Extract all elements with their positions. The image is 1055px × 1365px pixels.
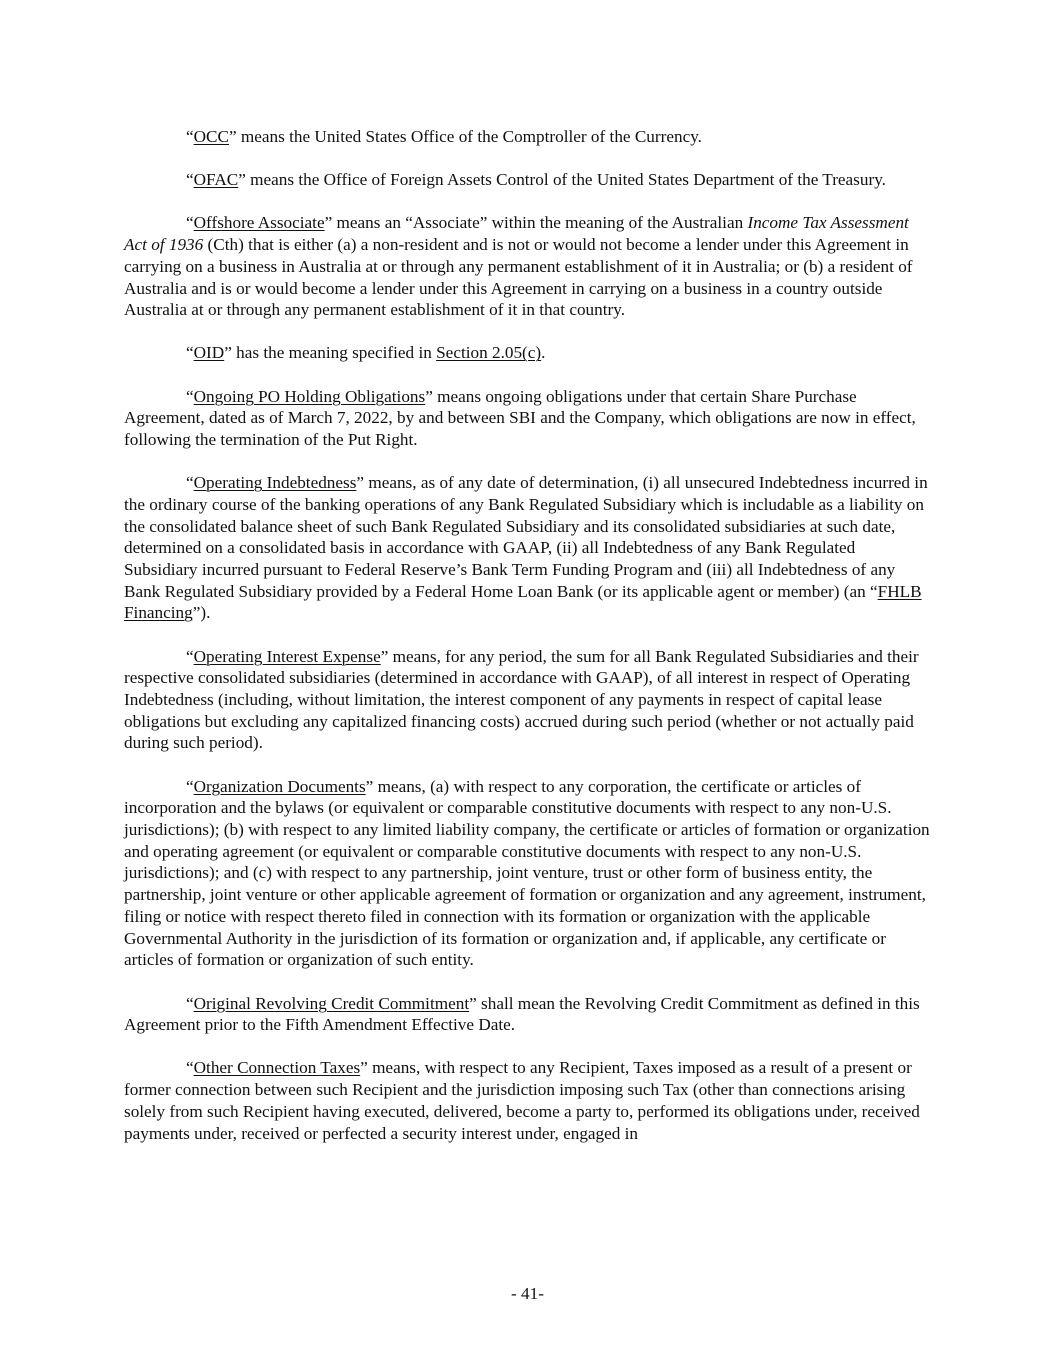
definition-text: ” means, (a) with respect to any corporation, the certificate or articles of incorporation and the bylaws (or equivalent or comparable constitutive documents with respect to any non-U.S. jurisdictions); (b) with respect to any limited liability company, the certificate or articles of formation or organization and operating agreement (or equivalent or comparable constitutive documents with respect to any non-U.S. jurisdictions); and (c) with respect to any partnership, joint venture, trust or other form of business entity, the partnership, joint venture or other applicable agreement of formation or organization and any agreement, instrument, filing or notice with respect thereto filed in connection with its formation or organization with the applicable Governmental Authority in the jurisdiction of its formation or organization and, if applicable, any certificate or articles of formation or organization of such entity.	[124, 776, 930, 970]
open-quote: “	[186, 170, 194, 190]
defined-term: Operating Interest Expense	[193, 646, 381, 666]
document-body	[124, 126, 932, 1166]
open-quote: “	[186, 127, 194, 146]
defined-term: OFAC	[193, 170, 239, 190]
open-quote: “	[186, 1058, 194, 1078]
defined-term: Original Revolving Credit Commitment	[193, 993, 470, 1013]
open-quote: “	[186, 213, 194, 233]
definition-text: ”).	[192, 603, 211, 623]
definition-text: ” has the meaning specified in	[224, 343, 437, 363]
definition-text: ” means, as of any date of determination, (i) all unsecured Indebtedness incurred in the ordinary course of the banking operations of any Bank Regulated Subsidiary which is includable as a liability on the consolidated balance sheet of such Bank Regulated Subsidiary and its consolidated subsidiaries at such date, determined on a consolidated basis in accordance with GAAP, (ii) all Indebtedness of any Bank Regulated Subsidiary incurred pursuant to Federal Reserve’s Bank Term Funding Program and (iii) all Indebtedness of any Bank Regulated Subsidiary provided by a Federal Home Loan Bank (or its applicable agent or member) (an “	[124, 473, 928, 601]
definition-ongoing-po-holding-obligations	[124, 386, 932, 451]
definition-offshore-associate	[124, 212, 932, 321]
open-quote: “	[186, 776, 194, 796]
definition-operating-indebtedness	[124, 472, 932, 624]
inline-defined-term: FHLB Financing	[124, 581, 922, 623]
statute-title: Income Tax Assessment Act of 1936	[124, 213, 909, 255]
open-quote: “	[186, 993, 194, 1013]
defined-term: Operating Indebtedness	[193, 473, 357, 493]
definition-text: ” means the Office of Foreign Assets Control of the United States Department of the Treasury.	[238, 170, 886, 190]
defined-term: Organization Documents	[193, 776, 366, 796]
definition-organization-documents	[124, 776, 932, 971]
defined-term: Ongoing PO Holding Obligations	[193, 386, 426, 406]
open-quote: “	[186, 646, 194, 666]
defined-term: Offshore Associate	[193, 213, 325, 233]
defined-term: OCC	[193, 127, 229, 146]
definition-text: ” shall mean the Revolving Credit Commitment as defined in this Agreement prior to the Fifth Amendment Effective Date.	[124, 993, 920, 1035]
open-quote: “	[186, 473, 194, 493]
definition-text: .	[541, 343, 546, 363]
definition-text: ” means, for any period, the sum for all Bank Regulated Subsidiaries and their respective consolidated subsidiaries (determined in accordance with GAAP), of all interest in respect of Operating Indebtedness (including, without limitation, the interest component of any payments in respect of capital lease obligations but excluding any capitalized financing costs) accrued during such period (whether or not actually paid during such period).	[124, 646, 919, 753]
defined-term: OID	[193, 343, 225, 363]
definition-text: ” means ongoing obligations under that certain Share Purchase Agreement, dated as of March 7, 2022, by and between SBI and the Company, which obligations are now in effect, following the termination of the Put Right.	[124, 386, 916, 450]
definition-text: ” means, with respect to any Recipient, Taxes imposed as a result of a present or former connection between such Recipient and the jurisdiction imposing such Tax (other than connections arising solely from such Recipient having executed, delivered, become a party to, performed its obligations under, received payments under, received or perfected a security interest under, engaged in	[124, 1058, 920, 1143]
definition-text: ” means the United States Office of the Comptroller of the Currency.	[228, 127, 702, 146]
page-number: - 41-	[511, 1284, 544, 1303]
defined-term: Other Connection Taxes	[193, 1058, 361, 1078]
definition-occ	[124, 126, 932, 148]
definition-other-connection-taxes	[124, 1057, 932, 1144]
section-reference-link[interactable]: Section 2.05(c)	[436, 343, 542, 363]
open-quote: “	[186, 343, 194, 363]
definition-ofac	[124, 169, 932, 191]
definition-oid	[124, 342, 932, 364]
definition-text: ” means an “Associate” within the meaning of the Australian	[324, 213, 748, 233]
definition-text: (Cth) that is either (a) a non-resident and is not or would not become a lender under this Agreement in carrying on a business in Australia at or through any permanent establishment of it in Australia; or (b) a resident of Australia and is or would become a lender under this Agreement in carrying on a business in a country outside Australia at or through any permanent establishment of it in that country.	[124, 235, 913, 320]
open-quote: “	[186, 386, 194, 406]
definition-operating-interest-expense	[124, 646, 932, 755]
definition-original-revolving-credit-commitment	[124, 993, 932, 1036]
